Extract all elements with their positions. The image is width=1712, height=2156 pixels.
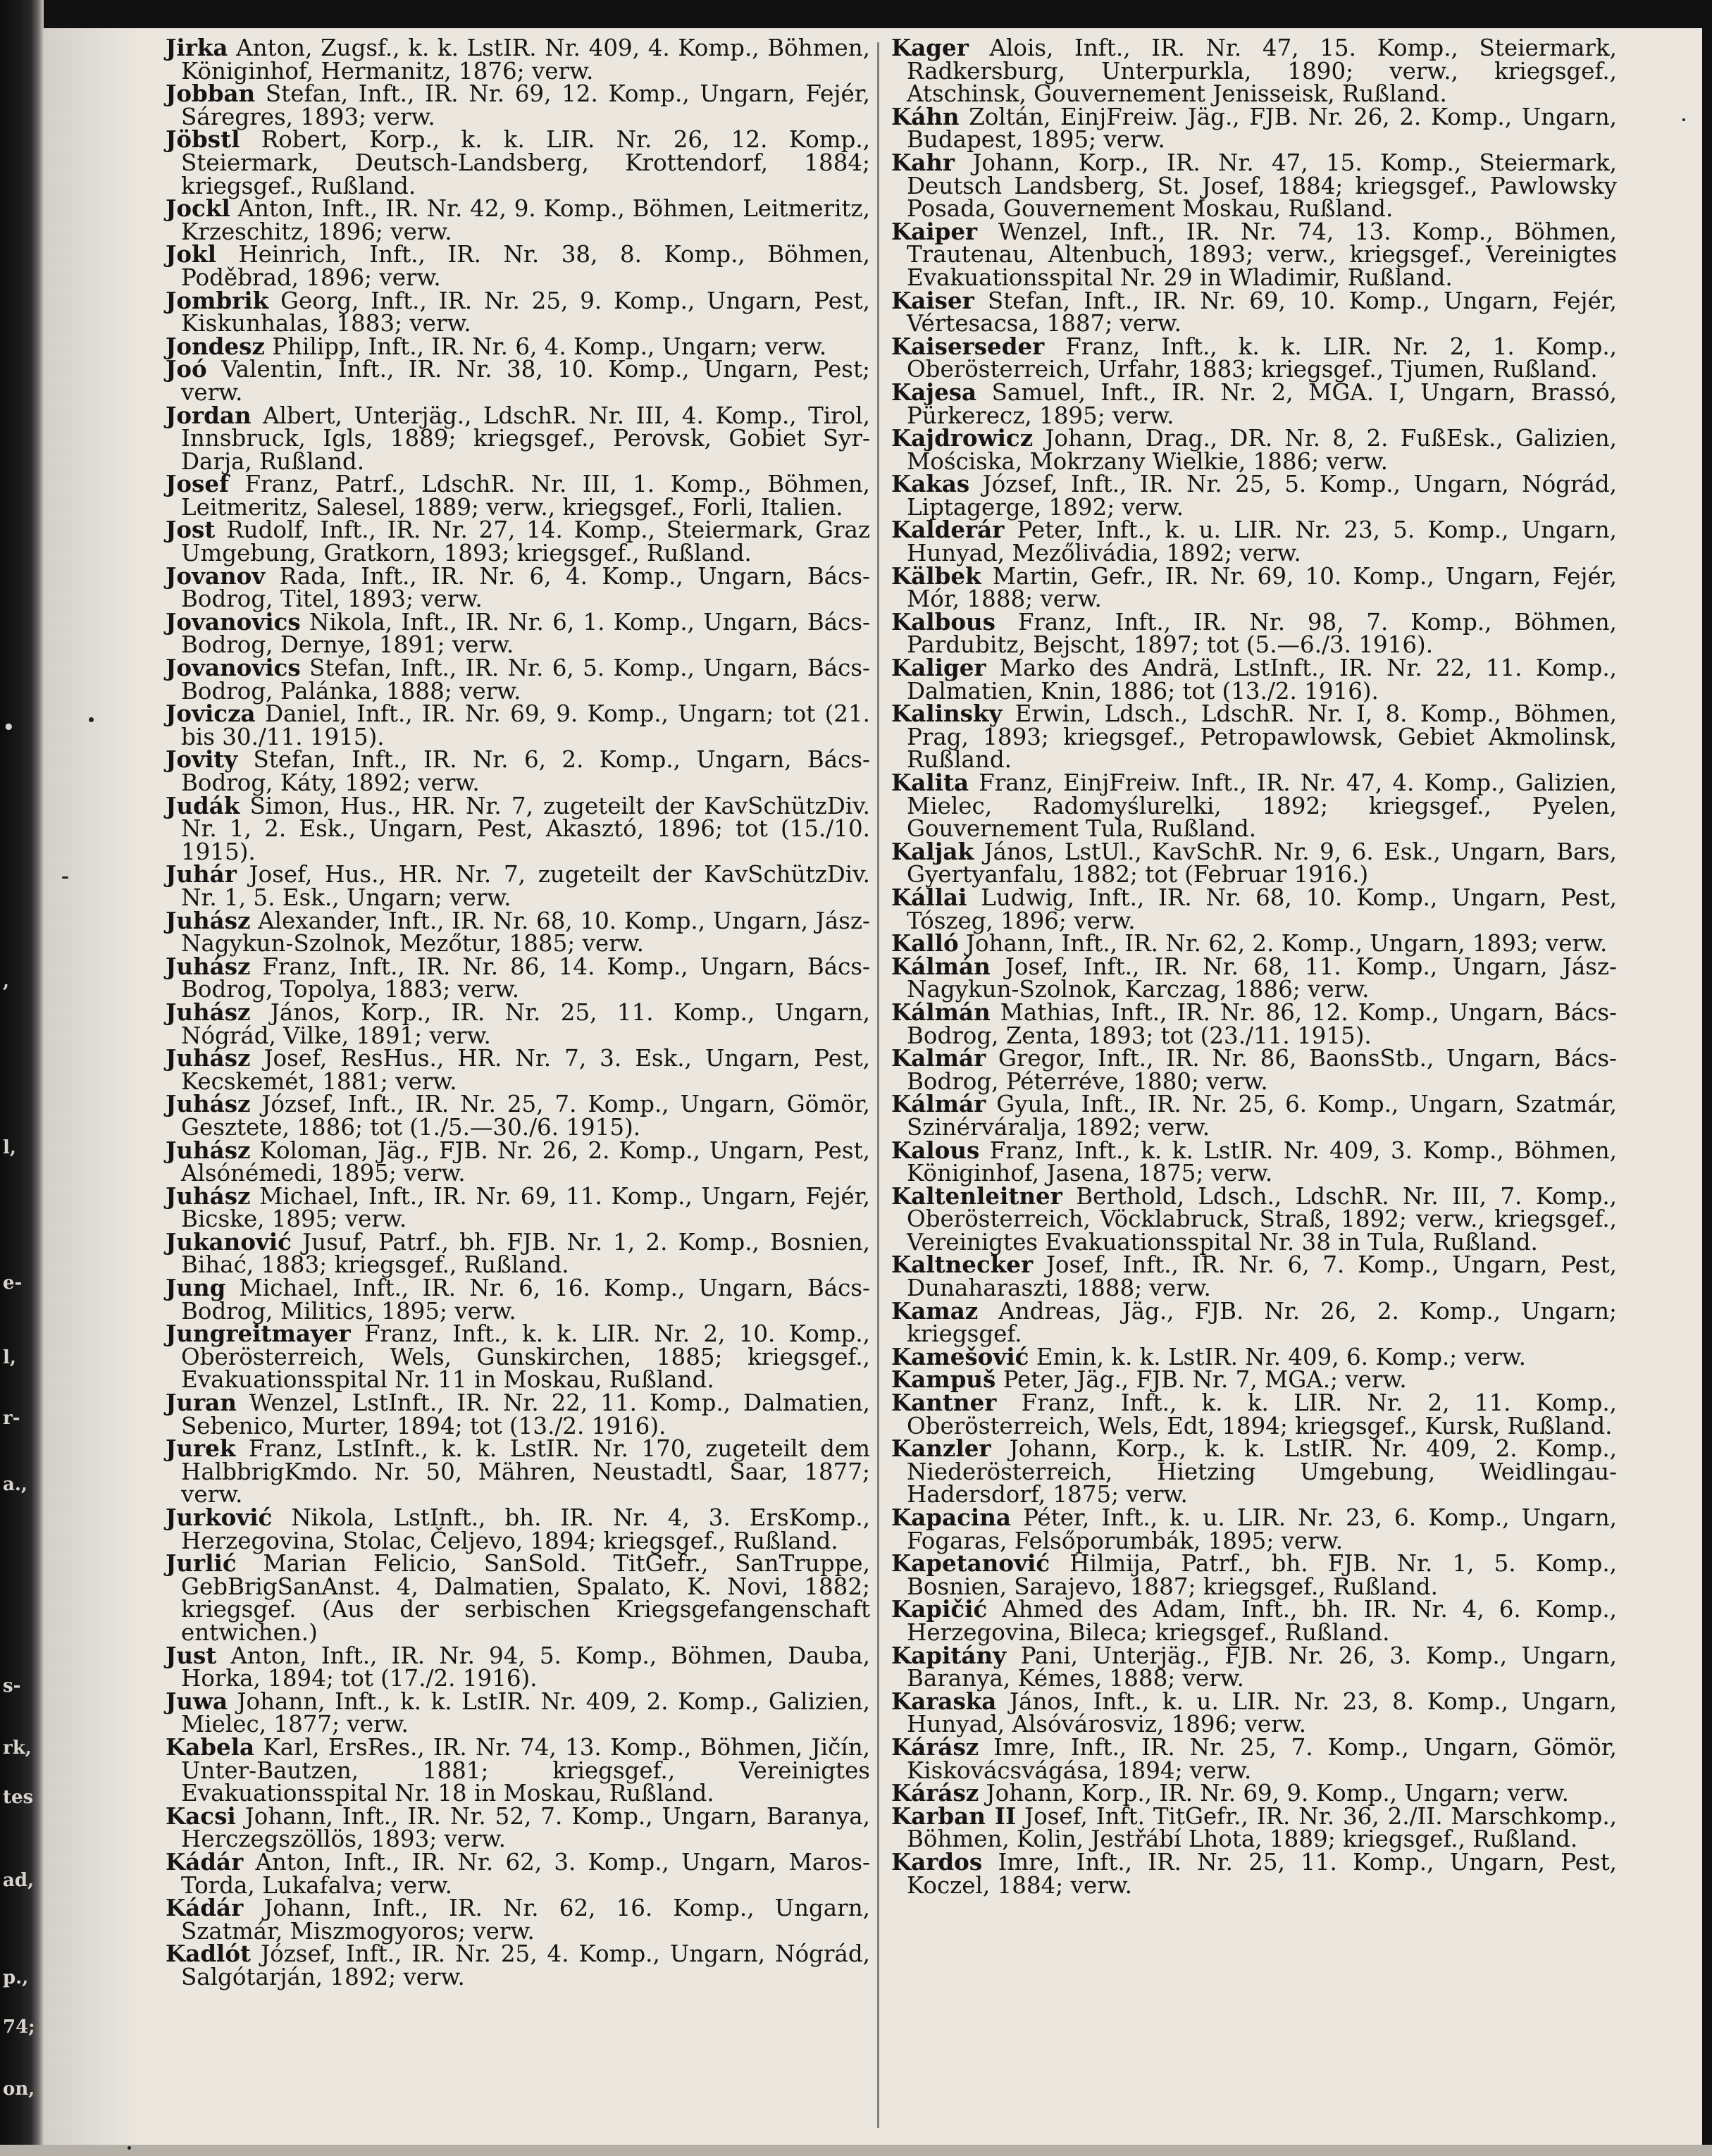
- entry-surname: Kalinsky: [891, 700, 1003, 728]
- entry-surname: Kamešović: [891, 1342, 1029, 1370]
- entry-surname: Kardos: [891, 1847, 983, 1876]
- entry-details: Valentin, Inft., IR. Nr. 38, 10. Komp., Ungarn, Pest; verw.: [181, 356, 870, 406]
- roster-entry: [891, 702, 1617, 772]
- gutter-fragment: •: [3, 717, 15, 738]
- roster-entry: [891, 102, 1617, 154]
- entry-details: Franz, Patrf., LdschR. Nr. III, 1. Komp., Böhmen, Leitmeritz, Salesel, 1889; verw., kriegsgef., Forli, Italien.: [181, 471, 870, 521]
- entry-surname: Jombrik: [166, 286, 269, 314]
- entry-details: Anton, Inft., IR. Nr. 42, 9. Komp., Böhmen, Leitmeritz, Krzeschitz, 1896; verw.: [181, 195, 870, 245]
- entry-surname: Juhász: [166, 906, 251, 934]
- roster-entry: [891, 286, 1617, 337]
- roster-entry: [166, 998, 870, 1049]
- roster-entry: [891, 654, 1617, 705]
- entry-surname: Juhász: [166, 1044, 251, 1072]
- scan-border-top: [0, 0, 1712, 28]
- roster-entry: [166, 286, 870, 337]
- roster-entry: [891, 769, 1617, 843]
- entry-surname: Kampuš: [891, 1365, 996, 1394]
- left-column: [166, 34, 870, 1990]
- entry-details: Michael, Inft., IR. Nr. 69, 11. Komp., Ungarn, Fejér, Bicske, 1895; verw.: [181, 1182, 870, 1233]
- entry-details: Alois, Inft., IR. Nr. 47, 15. Komp., Steiermark, Radkersburg, Unterpurkla, 1890; verw., kriegsgef., Atschinsk, Gouvernement Jenisseisk, Rußland.: [907, 35, 1617, 108]
- entry-surname: Kacsi: [166, 1802, 236, 1830]
- entry-details: Ahmed des Adam, Inft., bh. IR. Nr. 4, 6. Komp., Herzegovina, Bileca; kriegsgef., Rußland.: [907, 1596, 1617, 1646]
- entry-details: Hilmija, Patrf., bh. FJB. Nr. 1, 5. Komp., Bosnien, Sarajevo, 1887; kriegsgef., Rußland.: [907, 1550, 1617, 1600]
- entry-details: Franz, Inft., k. k. LIR. Nr. 2, 1. Komp., Oberösterreich, Urfahr, 1883; kriegsgef., Tjumen, Rußland.: [907, 333, 1617, 383]
- entry-surname: Juhár: [166, 860, 237, 888]
- roster-entry: [891, 837, 1617, 888]
- entry-details: Emin, k. k. LstIR. Nr. 409, 6. Komp.; verw.: [1036, 1343, 1526, 1370]
- right-column: [891, 34, 1618, 1899]
- entry-surname: Kahr: [891, 148, 955, 176]
- scan-border-left: [0, 0, 44, 2156]
- entry-surname: Juwa: [166, 1687, 228, 1715]
- gutter-fragment: on,: [3, 2078, 35, 2100]
- entry-surname: Kadlót: [166, 1940, 252, 1968]
- roster-entry: [166, 791, 870, 865]
- roster-entry: [166, 562, 870, 613]
- entry-details: Marko des Andrä, LstInft., IR. Nr. 22, 11. Komp., Dalmatien, Knin, 1886; tot (13./2. 1916).: [907, 655, 1617, 705]
- entry-details: Imre, Inft., IR. Nr. 25, 11. Komp., Ungarn, Pest, Koczel, 1884; verw.: [907, 1848, 1617, 1899]
- roster-entry: [166, 702, 870, 748]
- entry-surname: Kaliger: [891, 654, 986, 682]
- roster-entry: [166, 1802, 870, 1853]
- roster-entry: [166, 745, 870, 796]
- roster-entry: [891, 1733, 1617, 1784]
- gutter-fragment: e-: [3, 1272, 23, 1294]
- entry-details: Josef, Hus., HR. Nr. 7, zugeteilt der KavSchützDiv. Nr. 1, 5. Esk., Ungarn; verw.: [181, 861, 870, 911]
- roster-entry: [891, 1365, 1617, 1394]
- entry-details: Koloman, Jäg., FJB. Nr. 26, 2. Komp., Ungarn, Pest, Alsónémedi, 1895; verw.: [181, 1136, 870, 1187]
- roster-entry: [166, 906, 870, 958]
- entry-details: Johann, Korp., IR. Nr. 69, 9. Komp., Ungarn; verw.: [986, 1780, 1569, 1807]
- entry-details: Franz, Inft., k. k. LIR. Nr. 2, 11. Komp., Oberösterreich, Wels, Edt, 1894; kriegsgef., Kursk, Rußland.: [907, 1389, 1617, 1439]
- entry-surname: Juhász: [166, 952, 251, 980]
- entry-surname: Kalita: [891, 769, 969, 796]
- gutter-fragment: a.,: [3, 1474, 27, 1495]
- entry-details: Johann, Inft., IR. Nr. 52, 7. Komp., Ungarn, Baranya, Herczegszöllös, 1893; verw.: [181, 1802, 870, 1853]
- roster-entry: [166, 1090, 870, 1141]
- roster-entry: [891, 148, 1617, 223]
- entry-details: Jusuf, Patrf., bh. FJB. Nr. 1, 2. Komp., Bosnien, Bihać, 1883; kriegsgef., Rußland.: [181, 1228, 870, 1279]
- entry-surname: Kamaz: [891, 1296, 979, 1325]
- entry-surname: Kálmár: [891, 1090, 986, 1118]
- entry-surname: Jovicza: [166, 700, 256, 728]
- column-divider: [877, 42, 879, 2128]
- entry-surname: Kalló: [891, 929, 959, 958]
- roster-entry: [166, 1044, 870, 1095]
- entry-surname: Kaiser: [891, 286, 974, 314]
- roster-entry: [891, 1549, 1617, 1600]
- gutter-fragment: l,: [3, 1137, 16, 1158]
- roster-entry: [166, 1687, 870, 1738]
- entry-surname: Kálmán: [891, 952, 991, 980]
- entry-details: Rudolf, Inft., IR. Nr. 27, 14. Komp., Steiermark, Graz Umgebung, Gratkorn, 1893; kriegsgef., Rußland.: [181, 516, 870, 567]
- roster-entry: [166, 1847, 870, 1899]
- entry-surname: Jovanovics: [166, 654, 301, 682]
- entry-details: Franz, Inft., IR. Nr. 98, 7. Komp., Böhmen, Pardubitz, Bejscht, 1897; tot (5.—6./3. 1916).: [907, 608, 1617, 659]
- entry-surname: Karaska: [891, 1687, 997, 1715]
- entry-surname: Kapitány: [891, 1641, 1006, 1669]
- entry-details: Michael, Inft., IR. Nr. 6, 16. Komp., Ungarn, Bács-Bodrog, Militics, 1895; verw.: [181, 1275, 870, 1325]
- entry-surname: Kakas: [891, 470, 970, 498]
- entry-surname: Jurković: [166, 1504, 273, 1531]
- roster-entry: [166, 194, 870, 245]
- entry-details: Heinrich, Inft., IR. Nr. 38, 8. Komp., Böhmen, Poděbrad, 1896; verw.: [181, 241, 870, 291]
- entry-surname: Kaiper: [891, 217, 978, 245]
- entry-surname: Juhász: [166, 1136, 251, 1164]
- entry-details: Johann, Inft., IR. Nr. 62, 2. Komp., Ungarn, 1893; verw.: [966, 930, 1608, 958]
- entry-surname: Kager: [891, 34, 969, 61]
- roster-entry: [166, 1940, 870, 1990]
- entry-details: Josef, ResHus., HR. Nr. 7, 3. Esk., Ungarn, Pest, Kecskemét, 1881; verw.: [181, 1045, 870, 1095]
- entry-surname: Jungreitmayer: [166, 1320, 351, 1348]
- entry-surname: Kaltenleitner: [891, 1182, 1062, 1210]
- entry-details: Josef, Inft., IR. Nr. 68, 11. Komp., Ungarn, Jász-Nagykun-Szolnok, Karczag, 1886; verw.: [907, 953, 1617, 1003]
- entry-surname: Kállai: [891, 883, 967, 911]
- ink-speck: [62, 876, 68, 879]
- roster-entry: [166, 1733, 870, 1807]
- roster-entry: [891, 929, 1617, 958]
- roster-entry: [891, 1044, 1617, 1095]
- roster-entry: [891, 1641, 1617, 1692]
- entry-surname: Kaltnecker: [891, 1251, 1034, 1279]
- roster-entry: [891, 607, 1617, 659]
- entry-details: Rada, Inft., IR. Nr. 6, 4. Komp., Ungarn, Bács-Bodrog, Titel, 1893; verw.: [181, 562, 870, 613]
- scan-border-bottom: [0, 2145, 1712, 2156]
- entry-surname: Jobban: [166, 80, 256, 108]
- ink-speck: [1682, 118, 1685, 121]
- entry-details: Anton, Inft., IR. Nr. 94, 5. Komp., Böhmen, Dauba, Horka, 1894; tot (17./2. 1916).: [181, 1642, 870, 1692]
- entry-details: Peter, Inft., k. u. LIR. Nr. 23, 5. Komp., Ungarn, Hunyad, Mezőlivádia, 1892; verw.: [907, 516, 1617, 567]
- entry-details: Berthold, Ldsch., LdschR. Nr. III, 7. Komp., Oberösterreich, Vöcklabruck, Straß, 1892; verw., kriegsgef., Vereinigtes Evakuationsspital Nr. 38 in Tula, Rußland.: [907, 1182, 1617, 1256]
- entry-surname: Jovanov: [166, 562, 266, 590]
- gutter-fragment: tes: [3, 1787, 34, 1808]
- entry-details: Daniel, Inft., IR. Nr. 69, 9. Komp., Ungarn; tot (21. bis 30./11. 1915).: [181, 700, 870, 750]
- entry-details: Robert, Korp., k. k. LIR. Nr. 26, 12. Komp., Steiermark, Deutsch-Landsberg, Krottendorf, 1884; kriegsgef., Rußland.: [181, 126, 870, 199]
- entry-details: Franz, Inft., k. k. LIR. Nr. 2, 10. Komp., Oberösterreich, Wels, Gunskirchen, 1885; kriegsgef., Evakuationsspital Nr. 11 in Moskau, Rußland.: [181, 1320, 870, 1394]
- entry-details: Johann, Inft., IR. Nr. 62, 16. Komp., Ungarn, Szatmár, Miszmogyoros; verw.: [181, 1895, 870, 1945]
- ink-speck: [128, 2146, 131, 2150]
- roster-entry: [166, 355, 870, 406]
- roster-entry: [891, 34, 1617, 108]
- roster-entry: [891, 998, 1618, 1049]
- entry-surname: Kalbous: [891, 607, 995, 636]
- entry-details: Nikola, LstInft., bh. IR. Nr. 4, 3. ErsKomp., Herzegovina, Stolac, Čeljevo, 1894; kriegsgef., Rußland.: [181, 1504, 870, 1554]
- gutter-fragment: r-: [3, 1408, 20, 1429]
- ink-speck: [89, 717, 94, 722]
- entry-details: Wenzel, LstInft., IR. Nr. 22, 11. Komp., Dalmatien, Sebenico, Murter, 1894; tot (13./2. 1916).: [181, 1389, 870, 1439]
- roster-entry: [166, 1549, 870, 1646]
- scan-border-right: [1702, 0, 1712, 2156]
- entry-details: Andreas, Jäg., FJB. Nr. 26, 2. Komp., Ungarn; kriegsgef.: [907, 1297, 1617, 1348]
- roster-entry: [891, 1437, 1617, 1506]
- entry-surname: Karban II: [891, 1802, 1017, 1830]
- entry-surname: Jondesz: [166, 332, 265, 360]
- entry-details: János, Korp., IR. Nr. 25, 11. Komp., Ungarn, Nógrád, Vilke, 1891; verw.: [181, 998, 870, 1049]
- entry-surname: Kádár: [166, 1894, 244, 1922]
- roster-entry: [166, 125, 870, 199]
- entry-details: Stefan, Inft., IR. Nr. 69, 12. Komp., Ungarn, Fejér, Sáregres, 1893; verw.: [181, 80, 870, 130]
- entry-details: Gregor, Inft., IR. Nr. 86, BaonsStb., Ungarn, Bács-Bodrog, Péterréve, 1880; verw.: [907, 1045, 1617, 1095]
- entry-surname: Jurek: [166, 1435, 236, 1463]
- entry-details: Franz, LstInft., k. k. LstIR. Nr. 170, zugeteilt dem HalbbrigKmdo. Nr. 50, Mähren, Neustadtl, Saar, 1877; verw.: [181, 1435, 870, 1508]
- roster-entry: [891, 1389, 1617, 1439]
- entry-details: Stefan, Inft., IR. Nr. 6, 2. Komp., Ungarn, Bács-Bodrog, Káty, 1892; verw.: [181, 746, 870, 796]
- roster-entry: [166, 1506, 870, 1552]
- entry-surname: Juhász: [166, 1182, 251, 1210]
- entry-details: Stefan, Inft., IR. Nr. 69, 10. Komp., Ungarn, Fejér, Vértesacsa, 1887; verw.: [907, 287, 1617, 337]
- entry-details: Albert, Unterjäg., LdschR. Nr. III, 4. Komp., Tirol, Innsbruck, Igls, 1889; kriegsgef., Perovsk, Gobiet Syr-Darja, Rußland.: [181, 402, 870, 475]
- page-curl-shadow: [44, 28, 142, 2145]
- entry-surname: Jordan: [166, 401, 252, 429]
- entry-surname: Kaljak: [891, 837, 974, 865]
- gutter-fragment: p.,: [3, 1967, 29, 1988]
- roster-entry: [166, 470, 870, 521]
- roster-entry: [891, 883, 1617, 934]
- roster-entry: [166, 860, 870, 911]
- entry-surname: Judák: [166, 791, 240, 819]
- entry-details: Péter, Inft., k. u. LIR. Nr. 23, 6. Komp., Ungarn, Fogaras, Felsőporumbák, 1895; verw.: [907, 1504, 1617, 1554]
- entry-details: Ludwig, Inft., IR. Nr. 68, 10. Komp., Ungarn, Pest, Tószeg, 1896; verw.: [907, 884, 1617, 934]
- entry-details: Johann, Drag., DR. Nr. 8, 2. FußEsk., Galizien, Mościska, Mokrzany Wielkie, 1886; verw.: [907, 425, 1617, 475]
- gutter-fragment: 74;: [3, 2016, 35, 2038]
- entry-details: Johann, Korp., IR. Nr. 47, 15. Komp., Steiermark, Deutsch Landsberg, St. Josef, 1884; kriegsgef., Pawlowsky Posada, Gouvernement Moskau, Rußland.: [907, 149, 1617, 223]
- roster-entry: [166, 952, 870, 1003]
- entry-details: Anton, Zugsf., k. k. LstIR. Nr. 409, 4. Komp., Böhmen, Königinhof, Hermanitz, 1876; verw.: [181, 35, 870, 85]
- entry-details: Mathias, Inft., IR. Nr. 86, 12. Komp., Ungarn, Bács-Bodrog, Zenta, 1893; tot (23./11. 1915).: [907, 998, 1618, 1049]
- entry-details: Alexander, Inft., IR. Nr. 68, 10. Komp., Ungarn, Jász-Nagykun-Szolnok, Mezőtur, 1885; verw.: [181, 907, 870, 958]
- gutter-fragment: l,: [3, 1347, 16, 1368]
- entry-details: Martin, Gefr., IR. Nr. 69, 10. Komp., Ungarn, Fejér, Mór, 1888; verw.: [907, 562, 1617, 613]
- entry-details: Franz, Inft., k. k. LstIR. Nr. 409, 3. Komp., Böhmen, Königinhof, Jasena, 1875; verw.: [907, 1136, 1617, 1187]
- roster-entry: [891, 1182, 1617, 1256]
- entry-details: Stefan, Inft., IR. Nr. 6, 5. Komp., Ungarn, Bács-Bodrog, Palánka, 1888; verw.: [181, 655, 870, 705]
- roster-entry: [891, 1342, 1617, 1370]
- entry-surname: Kapetanović: [891, 1549, 1050, 1578]
- roster-entry: [891, 378, 1617, 429]
- entry-surname: Kárász: [891, 1733, 979, 1761]
- entry-surname: Kaiserseder: [891, 332, 1045, 360]
- entry-details: Marian Felicio, SanSold. TitGefr., SanTruppe, GebBrigSanAnst. 4, Dalmatien, Spalato, K. Novi, 1882; kriegsgef. (Aus der serbischen Kriegsgefangenschaft entwichen.): [181, 1550, 870, 1646]
- entry-details: Josef, Inft., IR. Nr. 6, 7. Komp., Ungarn, Pest, Dunaharaszti, 1888; verw.: [907, 1251, 1617, 1302]
- entry-details: József, Inft., IR. Nr. 25, 4. Komp., Ungarn, Nógrád, Salgótarján, 1892; verw.: [181, 1940, 870, 1990]
- entry-surname: Kálmán: [891, 998, 991, 1026]
- gutter-fragment: s-: [3, 1675, 21, 1697]
- entry-surname: Jockl: [166, 194, 230, 223]
- roster-entry: [891, 332, 1617, 383]
- entry-surname: Jost: [166, 516, 216, 544]
- roster-entry: [166, 1389, 870, 1439]
- entry-details: Josef, Inft. TitGefr., IR. Nr. 36, 2./II. Marschkomp., Böhmen, Kolin, Jestřábí Lhota, 1889; kriegsgef., Rußland.: [907, 1802, 1618, 1853]
- roster-entry: [891, 1802, 1618, 1853]
- entry-details: József, Inft., IR. Nr. 25, 7. Komp., Ungarn, Gömör, Gesztete, 1886; tot (1./5.—30./6. 1915).: [181, 1091, 870, 1141]
- roster-entry: [166, 1894, 870, 1945]
- entry-details: Nikola, Inft., IR. Nr. 6, 1. Komp., Ungarn, Bács-Bodrog, Dernye, 1891; verw.: [181, 608, 870, 659]
- entry-details: Franz, EinjFreiw. Inft., IR. Nr. 47, 4. Komp., Galizien, Mielec, Radomyślurelki, 1892; kriegsgef., Pyelen, Gouvernement Tula, Rußland.: [907, 769, 1617, 843]
- roster-entry: [891, 1687, 1617, 1738]
- roster-entry: [166, 240, 870, 291]
- entry-surname: Kabela: [166, 1733, 255, 1761]
- entry-details: Zoltán, EinjFreiw. Jäg., FJB. Nr. 26, 2. Komp., Ungarn, Budapest, 1895; verw.: [907, 103, 1617, 154]
- roster-entry: [166, 1322, 870, 1392]
- roster-entry: [166, 332, 870, 360]
- roster-entry: [166, 1136, 870, 1187]
- entry-details: Georg, Inft., IR. Nr. 25, 9. Komp., Ungarn, Pest, Kiskunhalas, 1883; verw.: [181, 287, 870, 337]
- roster-entry: [166, 1182, 870, 1233]
- gutter-fragment: rk,: [3, 1737, 32, 1759]
- entry-surname: Kalous: [891, 1136, 980, 1164]
- entry-surname: Juhász: [166, 1090, 251, 1118]
- roster-entry: [891, 1296, 1617, 1348]
- entry-surname: Kalderár: [891, 516, 1005, 544]
- entry-surname: Jukanović: [166, 1227, 292, 1256]
- roster-entry: [891, 217, 1617, 291]
- roster-entry: [166, 34, 870, 85]
- entry-surname: Joó: [166, 355, 207, 383]
- gutter-fragment: ad,: [3, 1870, 35, 1891]
- entry-surname: Jirka: [166, 34, 228, 61]
- entry-surname: Jurlić: [166, 1549, 237, 1578]
- entry-surname: Jung: [166, 1274, 226, 1302]
- entry-surname: Kapacina: [891, 1504, 1011, 1531]
- entry-details: János, LstUl., KavSchR. Nr. 9, 6. Esk., Ungarn, Bars, Gyertyanfalu, 1882; tot (Februar 1916.): [907, 838, 1617, 888]
- roster-entry: [166, 516, 870, 567]
- entry-surname: Josef: [166, 470, 230, 498]
- entry-surname: Kádár: [166, 1847, 244, 1876]
- roster-entry: [166, 1227, 870, 1279]
- roster-entry: [166, 607, 870, 659]
- entry-details: József, Inft., IR. Nr. 25, 5. Komp., Ungarn, Nógrád, Liptagerge, 1892; verw.: [907, 471, 1617, 521]
- entry-surname: Káhn: [891, 102, 960, 130]
- entry-details: János, Inft., k. u. LIR. Nr. 23, 8. Komp., Ungarn, Hunyad, Alsóvárosviz, 1896; verw.: [907, 1687, 1617, 1738]
- roster-entry: [166, 1641, 870, 1692]
- entry-details: Peter, Jäg., FJB. Nr. 7, MGA.; verw.: [1003, 1366, 1407, 1394]
- entry-surname: Juran: [166, 1389, 237, 1417]
- entry-surname: Jöbstl: [166, 125, 240, 154]
- entry-details: Gyula, Inft., IR. Nr. 25, 6. Komp., Ungarn, Szatmár, Szinérváralja, 1892; verw.: [907, 1091, 1617, 1141]
- roster-entry: [891, 1090, 1617, 1141]
- roster-entry: [891, 1847, 1617, 1899]
- roster-entry: [891, 516, 1617, 567]
- entry-details: Franz, Inft., IR. Nr. 86, 14. Komp., Ungarn, Bács-Bodrog, Topolya, 1883; verw.: [181, 953, 870, 1003]
- gutter-fragment: ,: [3, 971, 10, 992]
- roster-entry: [891, 1595, 1617, 1646]
- entry-details: Samuel, Inft., IR. Nr. 2, MGA. I, Ungarn, Brassó, Pürkerecz, 1895; verw.: [907, 378, 1617, 429]
- roster-entry: [166, 654, 870, 705]
- roster-entry: [891, 470, 1617, 521]
- roster-entry: [891, 952, 1617, 1003]
- roster-entry: [891, 1136, 1617, 1187]
- entry-details: Philipp, Inft., IR. Nr. 6, 4. Komp., Ungarn; verw.: [272, 333, 827, 360]
- roster-entry: [166, 401, 870, 475]
- entry-details: Pani, Unterjäg., FJB. Nr. 26, 3. Komp., Ungarn, Baranya, Kémes, 1888; verw.: [907, 1642, 1617, 1692]
- entry-surname: Kajesa: [891, 378, 977, 406]
- entry-surname: Kälbek: [891, 562, 981, 590]
- entry-details: Erwin, Ldsch., LdschR. Nr. I, 8. Komp., Böhmen, Prag, 1893; kriegsgef., Petropawlowsk, Gebiet Akmolinsk, Rußland.: [907, 700, 1617, 774]
- roster-entry: [891, 1506, 1617, 1552]
- entry-surname: Kanzler: [891, 1435, 991, 1463]
- roster-entry: [166, 1274, 870, 1325]
- entry-surname: Kárász: [891, 1779, 979, 1807]
- entry-details: Karl, ErsRes., IR. Nr. 74, 13. Komp., Böhmen, Jičín, Unter-Bautzen, 1881; kriegsgef., Vereinigtes Evakuationsspital Nr. 18 in Moskau, Rußland.: [181, 1733, 870, 1807]
- entry-surname: Juhász: [166, 998, 251, 1026]
- entry-details: Anton, Inft., IR. Nr. 62, 3. Komp., Ungarn, Maros-Torda, Lukafalva; verw.: [181, 1848, 870, 1899]
- entry-details: Johann, Korp., k. k. LstIR. Nr. 409, 2. Komp., Niederösterreich, Hietzing Umgebung, Weidlingau-Hadersdorf, 1875; verw.: [907, 1435, 1617, 1508]
- roster-entry: [166, 1437, 870, 1506]
- entry-surname: Jovity: [166, 745, 238, 774]
- roster-entry: [891, 424, 1617, 475]
- entry-details: Wenzel, Inft., IR. Nr. 74, 13. Komp., Böhmen, Trautenau, Altenbuch, 1893; verw., kriegsgef., Vereinigtes Evakuationsspital Nr. 29 in Wladimir, Rußland.: [907, 218, 1617, 291]
- entry-surname: Just: [166, 1641, 217, 1669]
- entry-details: Simon, Hus., HR. Nr. 7, zugeteilt der KavSchützDiv. Nr. 1, 2. Esk., Ungarn, Pest, Akasztó, 1896; tot (15./10. 1915).: [181, 792, 870, 865]
- entry-surname: Kantner: [891, 1389, 997, 1417]
- roster-entry: [891, 1251, 1617, 1302]
- entry-surname: Kajdrowicz: [891, 424, 1034, 452]
- entry-surname: Jovanovics: [166, 607, 301, 636]
- entry-details: Imre, Inft., IR. Nr. 25, 7. Komp., Ungarn, Gömör, Kiskovácsvágása, 1894; verw.: [907, 1733, 1617, 1784]
- entry-surname: Kapičić: [891, 1595, 988, 1623]
- entry-surname: Jokl: [166, 240, 216, 268]
- roster-entry: [166, 82, 870, 128]
- entry-details: Johann, Inft., k. k. LstIR. Nr. 409, 2. Komp., Galizien, Mielec, 1877; verw.: [181, 1687, 870, 1738]
- entry-surname: Kalmár: [891, 1044, 986, 1072]
- roster-entry: [891, 562, 1617, 613]
